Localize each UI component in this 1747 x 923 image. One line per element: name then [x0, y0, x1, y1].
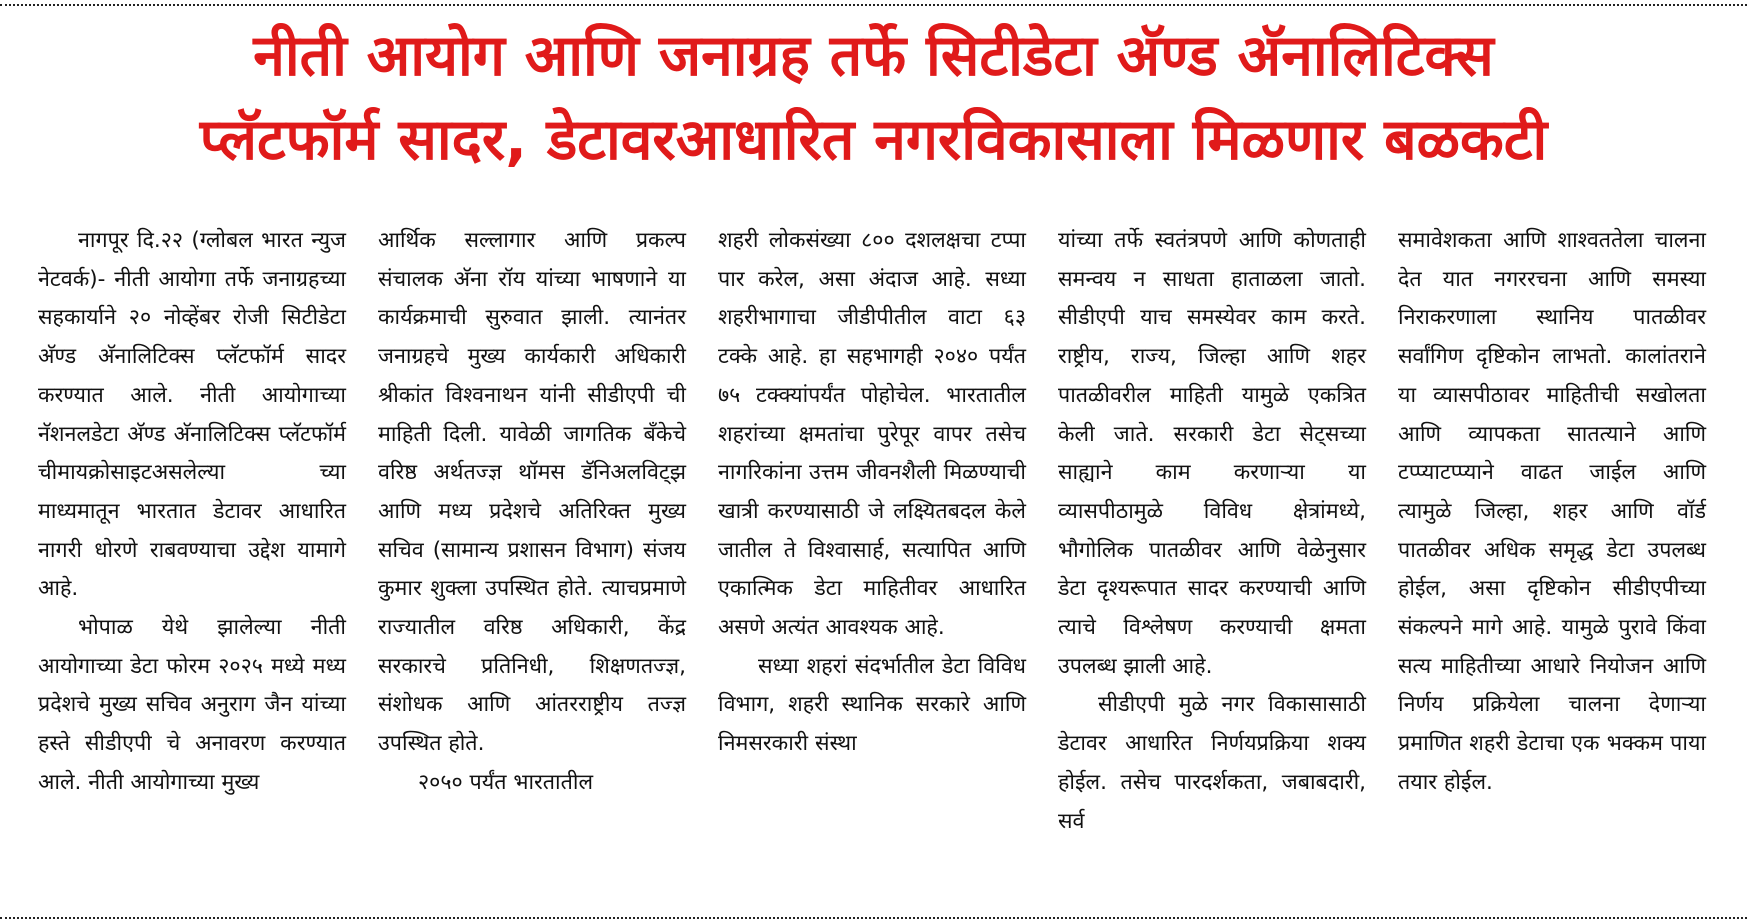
paragraph: आर्थिक सल्लागार आणि प्रकल्प संचालक अ‍ॅना रॉय यांच्या भाषणाने या कार्यक्रमाची सुरुवात झाली. त्यानंतर जनाग्रहचे मुख्य कार्यकारी अधिकारी श्रीकांत विश्वनाथन यांनी सीडीएपी ची माहिती दिली. यावेळी जागतिक बँकेचे वरिष्ठ अर्थतज्ज्ञ थॉमस डॅनिअलविट्झ आणि मध्य प्रदेशचे अतिरिक्त मुख्य सचिव (सामान्य प्रशासन विभाग) संजय कुमार शुक्ला उपस्थित होते. त्याचप्रमाणे राज्यातील वरिष्ठ अधिकारी, केंद्र सरकारचे प्रतिनिधी, शिक्षणतज्ज्ञ, संशोधक आणि आंतरराष्ट्रीय तज्ज्ञ उपस्थित होते. [378, 228, 686, 757]
column-4 [1044, 222, 1384, 912]
bottom-dotted-rule [0, 917, 1747, 919]
column-5 [1384, 222, 1724, 912]
article-body [24, 222, 1724, 912]
headline-line-1: नीती आयोग आणि जनाग्रह तर्फे सिटीडेटा अ‍ॅण्ड अ‍ॅनालिटिक्स [253, 23, 1494, 89]
headline-line-2: प्लॅटफॉर्म सादर, डेटावरआधारित नगरविकासाला मिळणार बळकटी [199, 107, 1548, 173]
headline [0, 14, 1747, 182]
paragraph: सीडीएपी मुळे नगर विकासासाठी डेटावर आधारित निर्णयप्रक्रिया शक्य होईल. तसेच पारदर्शकता, जबाबदारी, सर्व [1058, 692, 1366, 834]
column-1 [24, 222, 364, 912]
column-3 [704, 222, 1044, 912]
paragraph: भोपाळ येथे झालेल्या नीती आयोगाच्या डेटा फोरम २०२५ मध्ये मध्य प्रदेशचे मुख्य सचिव अनुराग जैन यांच्या हस्ते सीडीएपी चे अनावरण करण्यात आले. नीती आयोगाच्या मुख्य [38, 615, 346, 795]
column-2 [364, 222, 704, 912]
paragraph: नागपूर दि.२२ (ग्लोबल भारत न्युज नेटवर्क)- नीती आयोगा तर्फे जनाग्रहच्या सहकार्याने २० नोव्हेंबर रोजी सिटीडेटा अ‍ॅण्ड अ‍ॅनालिटिक्स प्लॅटफॉर्म सादर करण्यात आले. नीती आयोगाच्या नॅशनलडेटा अ‍ॅण्ड अ‍ॅनालिटिक्स प्लॅटफॉर्म चीमायक्रोसाइटअसलेल्या च्या माध्यमातून भारतात डेटावर आधारित नागरी धोरणे राबवण्याचा उद्देश यामागे आहे. [38, 228, 346, 602]
paragraph: २०५० पर्यंत भारतातील [418, 769, 594, 795]
paragraph: समावेशकता आणि शाश्वततेला चालना देत यात नगररचना आणि समस्या निराकरणाला स्थानिय पातळीवर सर्वांगिण दृष्टिकोन लाभतो. कालांतराने या व्यासपीठावर माहितीची सखोलता आणि व्यापकता सातत्याने आणि टप्प्याटप्प्याने वाढत जाईल आणि त्यामुळे जिल्हा, शहर आणि वॉर्ड पातळीवर अधिक समृद्ध डेटा उपलब्ध होईल, असा दृष्टिकोन सीडीएपीच्या संकल्पने मागे आहे. यामुळे पुरावे किंवा सत्य माहितीच्या आधारे नियोजन आणि निर्णय प्रक्रियेला चालना देणाऱ्या प्रमाणित शहरी डेटाचा एक भक्कम पाया तयार होईल. [1398, 228, 1706, 795]
paragraph: शहरी लोकसंख्या ८०० दशलक्षचा टप्पा पार करेल, असा अंदाज आहे. सध्या शहरीभागाचा जीडीपीतील वाटा ६३ टक्के आहे. हा सहभागही २०४० पर्यंत ७५ टक्क्यांपर्यंत पोहोचेल. भारतातील शहरांच्या क्षमतांचा पुरेपूर वापर तसेच नागरिकांना उत्तम जीवनशैली मिळण्याची खात्री करण्यासाठी जे लक्ष्यितबदल केले जातील ते विश्वासार्ह, सत्यापित आणि एकात्मिक डेटा माहितीवर आधारित असणे अत्यंत आवश्यक आहे. [718, 228, 1026, 641]
paragraph: सध्या शहरां संदर्भातील डेटा विविध विभाग, शहरी स्थानिक सरकारे आणि निमसरकारी संस्था [718, 653, 1026, 757]
paragraph: यांच्या तर्फे स्वतंत्रपणे आणि कोणताही समन्वय न साधता हाताळला जातो. सीडीएपी याच समस्येवर काम करते. राष्ट्रीय, राज्य, जिल्हा आणि शहर पातळीवरील माहिती यामुळे एकत्रित केली जाते. सरकारी डेटा सेट्सच्या साह्याने काम करणाऱ्या या व्यासपीठामुळे विविध क्षेत्रांमध्ये, भौगोलिक पातळीवर आणि वेळेनुसार डेटा दृश्यरूपात सादर करण्याची आणि त्याचे विश्लेषण करण्याची क्षमता उपलब्ध झाली आहे. [1058, 228, 1366, 679]
top-dotted-rule [0, 4, 1747, 6]
